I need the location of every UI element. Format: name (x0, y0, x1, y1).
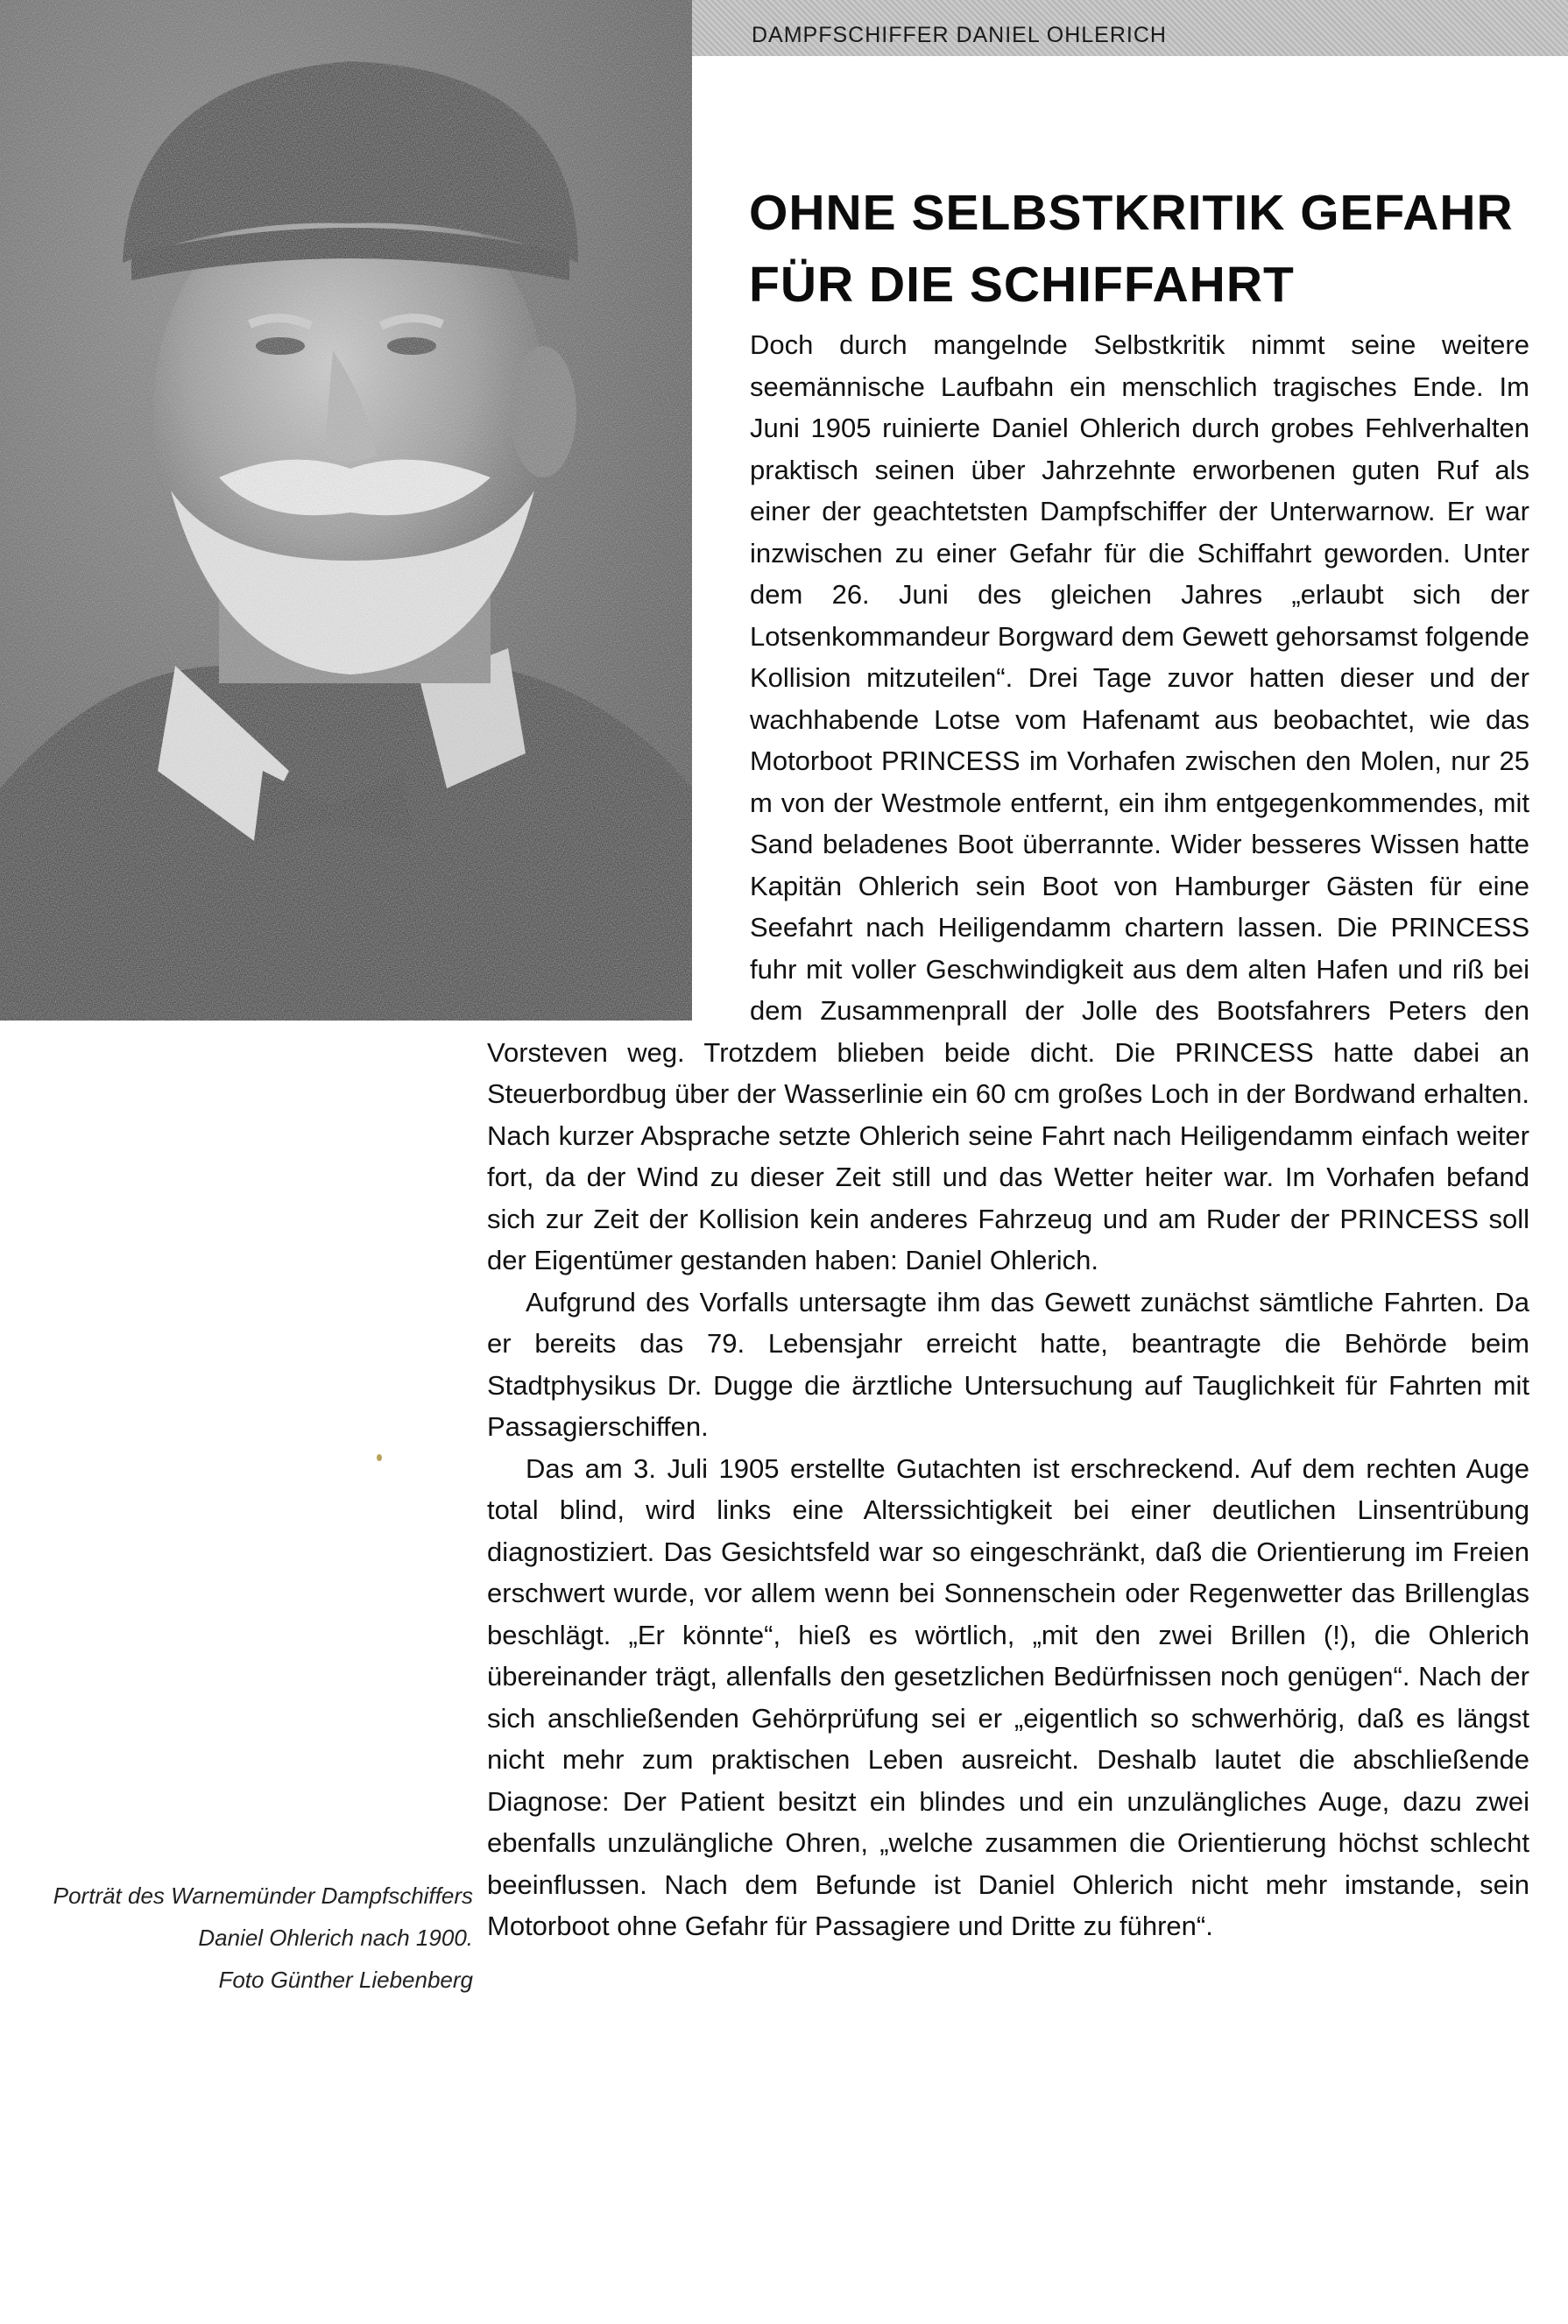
body-paragraph: Das am 3. Juli 1905 erstellte Gutachten ist erschreckend. Auf dem rechten Auge total blind, wird links eine Alterssichtigkeit bei einer deutlichen Linsentrübung diagnostiziert. Das Gesichtsfeld war so eingeschränkt, daß die Orientierung im Freien erschwert wurde, vor allem wenn bei Sonnenschein oder Regenwetter das Brillenglas beschlägt. „Er könnte“, hieß es wörtlich, „mit den zwei Brillen (!), die Ohlerich übereinander trägt, allenfalls den gesetzlichen Bedürfnissen noch genügen“. Nach der sich anschließenden Gehörprüfung sei er „eigentlich so schwerhörig, daß es längst nicht mehr zum praktischen Leben ausreicht. Deshalb lautet die abschließende Diagnose: Der Patient besitzt ein blindes und ein unzulängliches Auge, dazu zwei ebenfalls unzulängliche Ohren, „welche zusammen die Orientierung höchst schlecht beeinflussen. Nach dem Befunde ist Daniel Ohlerich nicht mehr imstande, sein Motorboot ohne Gefahr für Passagiere und Dritte zu führen“. (487, 1452, 1529, 1941)
caption-line: Foto Günther Liebenberg (218, 1967, 473, 1993)
body-paragraph: Doch durch mangelnde Selbstkritik nimmt seine weitere seemännische Laufbahn ein menschlich tragisches Ende. Im Juni 1905 ruinierte Daniel Ohlerich durch grobes Fehlverhalten praktisch seinen über Jahrzehnte erworbenen guten Ruf als einer der geachtetsten Dampfschiffer der Unterwarnow. Er war inzwischen zu einer Gefahr für die Schiffahrt geworden. Unter dem 26. Juni des gleichen Jahres „erlaubt sich der Lotsenkommandeur Borgward dem Gewett gehorsamst folgende Kollision mitzuteilen“. Drei Tage zuvor hatten dieser und der wachhabende Lotse vom Hafenamt aus beobachtet, wie das Motorboot PRINCESS im Vorhafen zwischen den Molen, nur 25 m von der Westmole entfernt, ein ihm entgegenkommendes, mit Sand beladenes Boot überrannte. Wider besseres Wissen hatte Kapitän Ohlerich sein Boot von Hamburger Gästen für eine Seefahrt nach Heiligendamm chartern lassen. Die PRINCESS fuhr mit voller Geschwindigkeit aus dem alten Hafen und riß bei dem Zusammenprall der Jolle des Bootsfahrers Peters den Vorsteven weg. Trotzdem blieben beide dicht. Die PRINCESS hatte dabei an Steuerbordbug über der Wasserlinie ein 60 cm großes Loch in der Bordwand erhalten. Nach kurzer Absprache setzte Ohlerich seine Fahrt nach Heiligendamm einfach weiter fort, da der Wind zu dieser Zeit still und das Wetter heiter war. Im Vorhafen befand sich zur Zeit der Kollision kein anderes Fahrzeug und am Ruder der PRINCESS soll der Eigentümer gestanden haben: Daniel Ohlerich. (487, 329, 1529, 1275)
body-paragraph: Aufgrund des Vorfalls untersagte ihm das Gewett zunächst sämtliche Fahrten. Da er bereits das 79. Lebensjahr erreicht hatte, beantragte die Behörde beim Stadtphysikus Dr. Dugge die ärztliche Untersuchung auf Tauglichkeit für Fahrten mit Passagierschiffen. (487, 1286, 1529, 1442)
article-body (487, 324, 1529, 2059)
photo-wrap-spacer (487, 324, 750, 1025)
article-headline: OHNE SELBSTKRITIK GEFAHR FÜR DIE SCHIFFAHRT (749, 185, 1514, 313)
photo-caption (35, 1875, 473, 2001)
print-speck (377, 1454, 382, 1461)
running-head: DAMPFSCHIFFER DANIEL OHLERICH (752, 23, 1167, 47)
caption-line: Porträt des Warnemünder Dampfschiffers (53, 1883, 473, 1909)
caption-line: Daniel Ohlerich nach 1900. (198, 1925, 473, 1951)
